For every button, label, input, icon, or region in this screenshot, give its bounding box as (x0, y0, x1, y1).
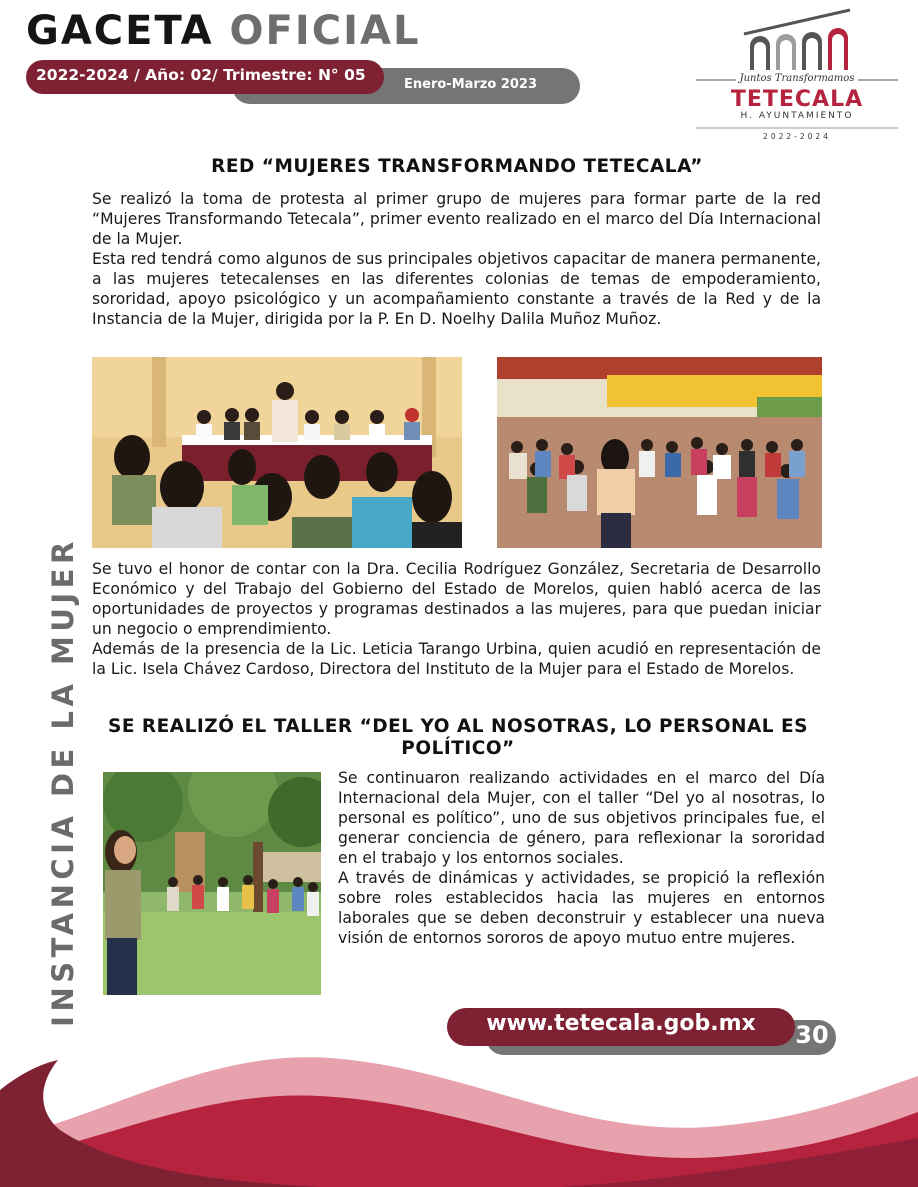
section-label: INSTANCIA DE LA MUJER (46, 537, 80, 1027)
arches-emblem-icon (744, 10, 850, 70)
article1-paragraph-4: Además de la presencia de la Lic. Leticia Tarango Urbina, quien acudió en representación de la Lic. Isela Chávez Cardoso, Directora del Instituto de la Mujer para el Estado de Morelos. (92, 640, 821, 678)
website-link[interactable]: www.tetecala.gob.mx (486, 1011, 756, 1036)
publication-title (26, 8, 420, 54)
page-number: 30 (795, 1021, 829, 1049)
article2-paragraph-1: Se continuaron realizando actividades en el marco del Día Internacional dela Mujer, con el taller “Del yo al nosotras, lo personal es político”, uno de sus objetivos principales fue, el generar conciencia de género, para reflexionar la sororidad en el trabajo y los entornos sociales. (338, 769, 825, 867)
logo-years: 2022-2024 (763, 132, 831, 141)
event-photo-speaker (92, 357, 462, 548)
title-oficial: OFICIAL (229, 8, 421, 54)
article1-paragraph-1: Se realizó la toma de protesta al primer grupo de mujeres para formar parte de la red “Mujeres Transformando Tetecala”, primer evento realizado en el marco del Día Internacional de la Mujer. (92, 190, 821, 248)
logo-subtitle: H. AYUNTAMIENTO (740, 111, 854, 121)
article2-heading: SE REALIZÓ EL TALLER “DEL YO AL NOSOTRAS, LO PERSONAL ES POLÍTICO” (108, 716, 808, 759)
title-gaceta: GACETA (26, 8, 214, 54)
period-text: Enero-Marzo 2023 (404, 77, 538, 92)
article1-intro (92, 189, 821, 329)
issue-text: 2022-2024 / Año: 02/ Trimestre: N° 05 (36, 66, 366, 84)
article2-paragraph-2: A través de dinámicas y actividades, se propició la reflexión sobre roles establecidos hacia las mujeres en entornos laborales que se deben deconstruir y establecer una nueva visión de entornos sororos de apoyo mutuo entre mujeres. (338, 869, 825, 947)
workshop-photo (103, 772, 321, 995)
article1-heading: RED “MUJERES TRANSFORMANDO TETECALA” (211, 156, 703, 177)
event-photo-audience (497, 357, 822, 548)
logo-name: TETECALA (730, 87, 864, 112)
article1-continued (92, 559, 821, 679)
article1-paragraph-2: Esta red tendrá como algunos de sus principales objetivos capacitar de manera permanente, a las mujeres tetecalenses en las diferentes colonias de temas de empoderamiento, sororidad, apoyo psicológico y un acompañamiento constante a través de la Red y de la Instancia de la Mujer, dirigida por la P. En D. Noelhy Dalila Muñoz Muñoz. (92, 250, 821, 328)
logo-tagline: Juntos Transformamos (739, 73, 855, 84)
article1-paragraph-3: Se tuvo el honor de contar con la Dra. Cecilia Rodríguez González, Secretaria de Desarrollo Económico y del Trabajo del Gobierno del Estado de Morelos, quien habló acerca de las oportunidades de proyectos y programas destinados a las mujeres, para que puedan iniciar un negocio o emprendimiento. (92, 560, 821, 638)
article2-text (338, 768, 825, 948)
